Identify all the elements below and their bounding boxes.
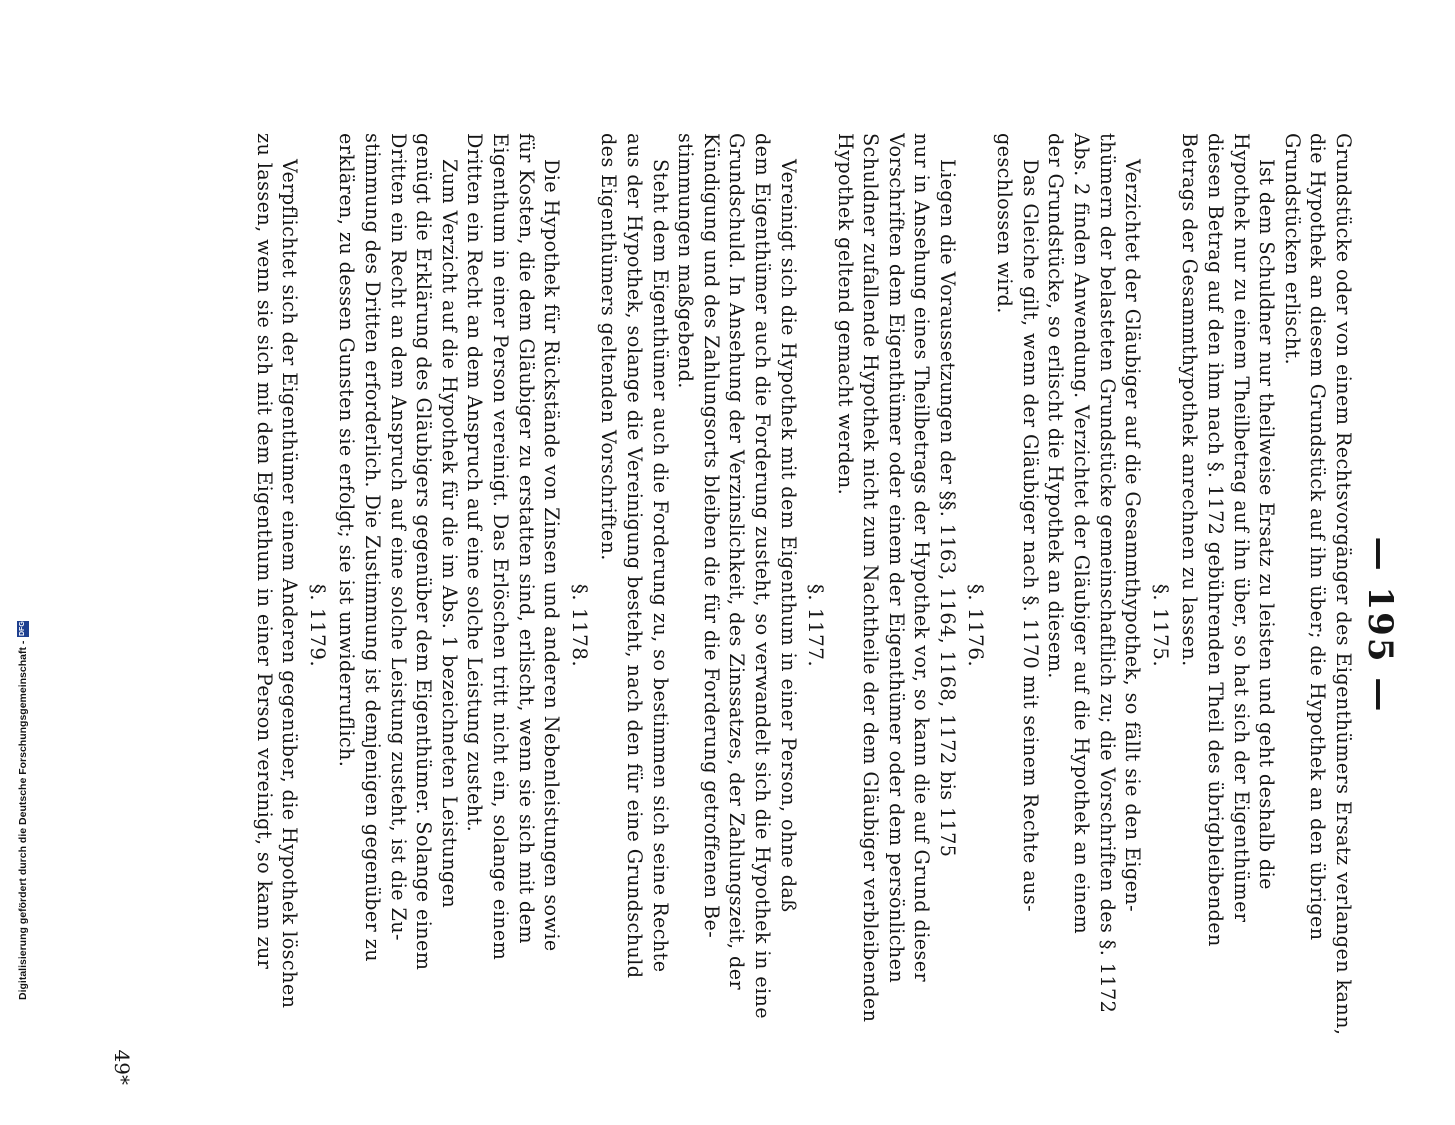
text-line: die Hypothek an diesem Grundstück auf ihn über; die Hypothek an den übrigen bbox=[1306, 133, 1330, 941]
section-heading: §. 1179. bbox=[305, 583, 330, 668]
text-line: Verpflichtet sich der Eigenthümer einem Anderen gegenüber, die Hypothek löschen bbox=[278, 159, 302, 1009]
section-heading: §. 1176. bbox=[963, 583, 988, 668]
signature-mark: 49* bbox=[110, 1049, 134, 1085]
text-line: Zum Verzicht auf die Hypothek für die im Abs. 1 bezeichneten Leistungen bbox=[437, 159, 461, 909]
text-line: Dritten ein Recht an dem Anspruch auf eine solche Leistung zusteht, ist die Zu- bbox=[386, 133, 410, 941]
text-line: dem Eigenthümer auch die Forderung zusteht, so verwandelt sich die Hypothek in eine bbox=[750, 133, 774, 1020]
text-line: für Kosten, die dem Gläubiger zu erstatten sind, erlischt, wenn sie sich mit dem bbox=[514, 133, 538, 944]
text-line: des Eigenthümers geltenden Vorschriften. bbox=[597, 133, 621, 561]
text-line: Liegen die Voraussetzungen der §§. 1163, 1164, 1168, 1172 bis 1175 bbox=[936, 159, 960, 858]
text-line: stimmungen maßgebend. bbox=[674, 133, 698, 389]
text-line: Abs. 2 finden Anwendung. Verzichtet der Gläubiger auf die Hypothek an einem bbox=[1070, 133, 1094, 935]
text-line: stimmung des Dritten erforderlich. Die Zustimmung ist demjenigen gegenüber zu bbox=[361, 133, 385, 962]
section-heading: §. 1177. bbox=[804, 583, 829, 668]
text-line: Verzichtet der Gläubiger auf die Gesammthypothek, so fällt sie den Eigen- bbox=[1121, 159, 1145, 913]
text-line: Kündigung und des Zahlungsorts bleiben die für die Forderung getroffenen Be- bbox=[699, 133, 723, 939]
text-line: Schuldner zufallende Hypothek nicht zum Nachtheile der dem Gläubiger verbleibenden bbox=[859, 133, 883, 1023]
text-line: Steht dem Eigenthümer auch die Forderung zu, so bestimmen sich seine Rechte bbox=[648, 159, 672, 973]
text-line: Dritten ein Recht an dem Anspruch auf eine solche Leistung zusteht. bbox=[463, 133, 487, 833]
text-line: zu lassen, wenn sie sich mit dem Eigenthum in einer Person vereinigt, so kann zur bbox=[252, 133, 276, 970]
section-heading: §. 1178. bbox=[567, 583, 592, 668]
text-line: aus der Hypothek, solange die Vereinigung besteht, nach den für eine Grundschuld bbox=[622, 133, 646, 979]
text-line: geschlossen wird. bbox=[993, 133, 1017, 314]
text-line: Vereinigt sich die Hypothek mit dem Eigenthum in einer Person, ohne daß bbox=[776, 159, 800, 913]
text-line: diesen Betrag auf den ihm nach §. 1172 gebührenden Theil des übrigbleibenden bbox=[1204, 133, 1228, 947]
text-line: Ist dem Schuldner nur theilweise Ersatz zu leisten und geht deshalb die bbox=[1255, 159, 1279, 890]
text-line: nur in Ansehung eines Theilbetrags der Hypothek vor, so kann die auf Grund dieser bbox=[910, 133, 934, 983]
text-line: Vorschriften dem Eigenthümer oder einem der Eigenthümer oder dem persönlichen bbox=[884, 133, 908, 984]
text-line: Grundschuld. In Ansehung der Verzinslichkeit, des Zinssatzes, der Zahlungszeit, der bbox=[725, 133, 749, 991]
text-line: Hypothek geltend gemacht werden. bbox=[833, 133, 857, 496]
text-line: Grundstücke oder von einem Rechtsvorgänger des Eigenthümers Ersatz verlangen kann, bbox=[1332, 133, 1355, 1036]
text-line: thümern der belasteten Grundstücke gemeinschaftlich zu; die Vorschriften des §. 1172 bbox=[1095, 133, 1119, 1014]
dfg-logo-icon: DFG bbox=[17, 621, 29, 637]
body-text bbox=[251, 133, 1356, 1118]
digitization-note bbox=[16, 600, 30, 1000]
text-line: erklären, zu dessen Gunsten sie erfolgt; sie ist unwiderruflich. bbox=[335, 133, 359, 768]
funding-credit: Digitalisierung gefördert durch die Deutsche Forschungsgemeinschaft - bbox=[17, 640, 29, 1000]
text-line: Das Gleiche gilt, wenn der Gläubiger nach §. 1170 mit seinem Rechte aus- bbox=[1018, 159, 1042, 913]
text-line: Hypothek nur zu einem Theilbetrag auf ihn über, so hat sich der Eigenthümer bbox=[1229, 133, 1253, 923]
text-line: Eigenthum in einer Person vereinigt. Das Erlöschen tritt nicht ein, solange einem bbox=[489, 133, 512, 961]
text-line: Grundstücken erlischt. bbox=[1280, 133, 1304, 365]
text-line: Die Hypothek für Rückstände von Zinsen und anderen Nebenleistungen sowie bbox=[540, 159, 564, 952]
page-number: — 195 — bbox=[1360, 536, 1400, 714]
book-page bbox=[110, 125, 1400, 1125]
text-line: der Grundstücke, so erlischt die Hypothek an diesem. bbox=[1044, 133, 1068, 679]
text-line: Betrags der Gesammthypothek anrechnen zu lassen. bbox=[1178, 133, 1202, 667]
section-heading: §. 1175. bbox=[1148, 583, 1173, 668]
text-line: genügt die Erklärung des Gläubigers gegenüber dem Eigenthümer. Solange einem bbox=[412, 133, 436, 971]
